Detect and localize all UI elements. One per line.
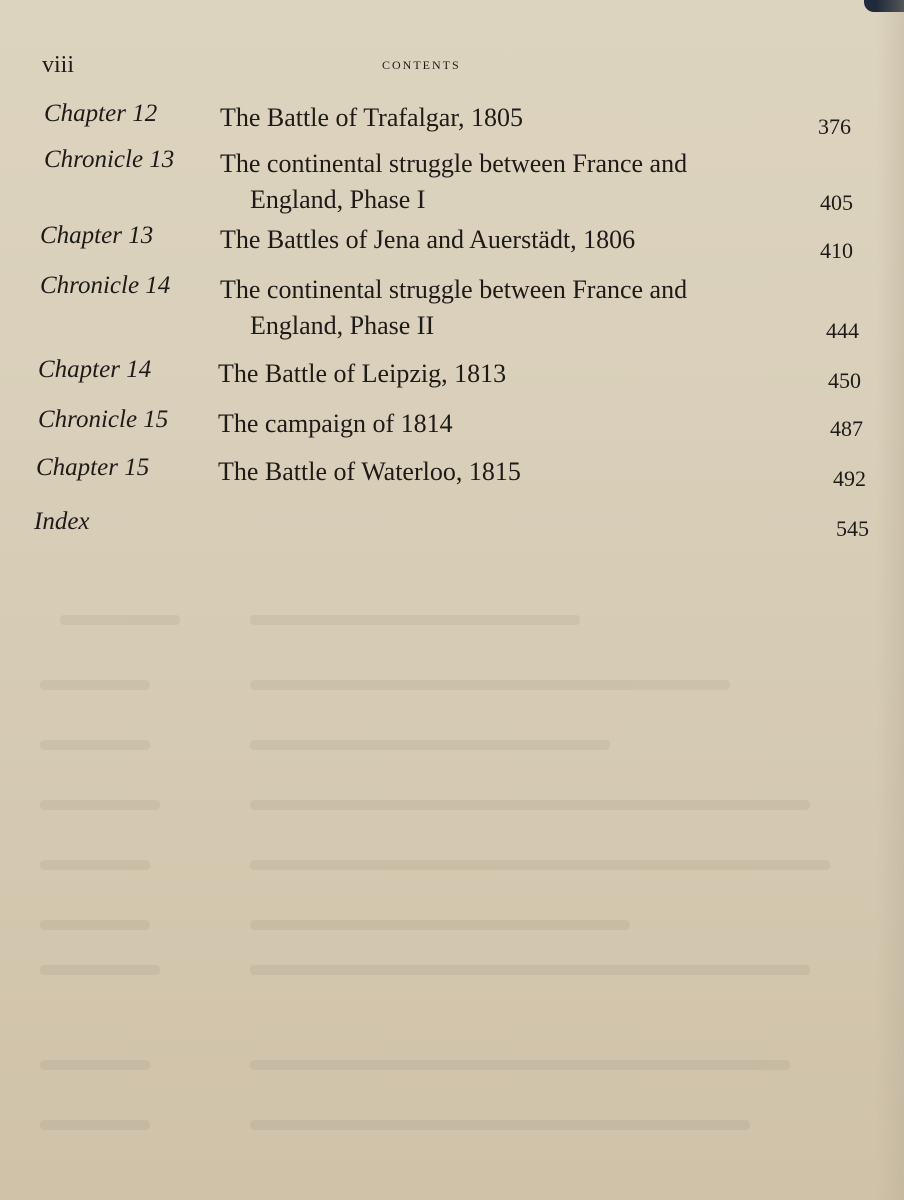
entry-label: Index <box>34 508 90 535</box>
entry-page: 545 <box>836 516 869 541</box>
entry-title-line: The Battles of Jena and Auerstädt, 1806 <box>220 225 636 254</box>
entry-title <box>220 272 800 344</box>
entry-title <box>220 100 800 136</box>
entry-label: Chronicle 13 <box>44 146 175 173</box>
entry-title-line: The Battle of Leipzig, 1813 <box>218 359 507 388</box>
entry-page: 410 <box>820 238 853 263</box>
entry-title <box>220 146 800 218</box>
entry-title-line: The continental struggle between France and <box>220 275 688 304</box>
entry-label: Chapter 12 <box>44 100 158 127</box>
entry-label: Chapter 15 <box>36 454 150 481</box>
entry-label: Chronicle 15 <box>38 406 169 433</box>
entry-label: Chapter 13 <box>40 222 154 249</box>
entry-title-continuation: England, Phase I <box>250 185 426 214</box>
entry-label: Chronicle 14 <box>40 272 171 299</box>
entry-title-continuation: England, Phase II <box>250 311 435 340</box>
entry-page: 444 <box>826 318 859 343</box>
entry-title-line: The campaign of 1814 <box>218 409 453 438</box>
entry-page: 487 <box>830 416 863 441</box>
entry-page: 376 <box>818 114 851 139</box>
running-head: contents <box>382 54 461 73</box>
entry-title <box>218 406 798 442</box>
entry-page: 492 <box>833 466 866 491</box>
entry-title-line: The Battle of Trafalgar, 1805 <box>220 103 523 132</box>
entry-page: 405 <box>820 190 853 215</box>
entry-page: 450 <box>828 368 861 393</box>
folio-number: viii <box>42 52 75 78</box>
entry-title-line: The Battle of Waterloo, 1815 <box>218 457 521 486</box>
entry-title <box>218 454 798 490</box>
entry-title <box>220 222 800 258</box>
entry-title-line: The continental struggle between France and <box>220 149 688 178</box>
entry-title <box>218 356 798 392</box>
entry-label: Chapter 14 <box>38 356 152 383</box>
